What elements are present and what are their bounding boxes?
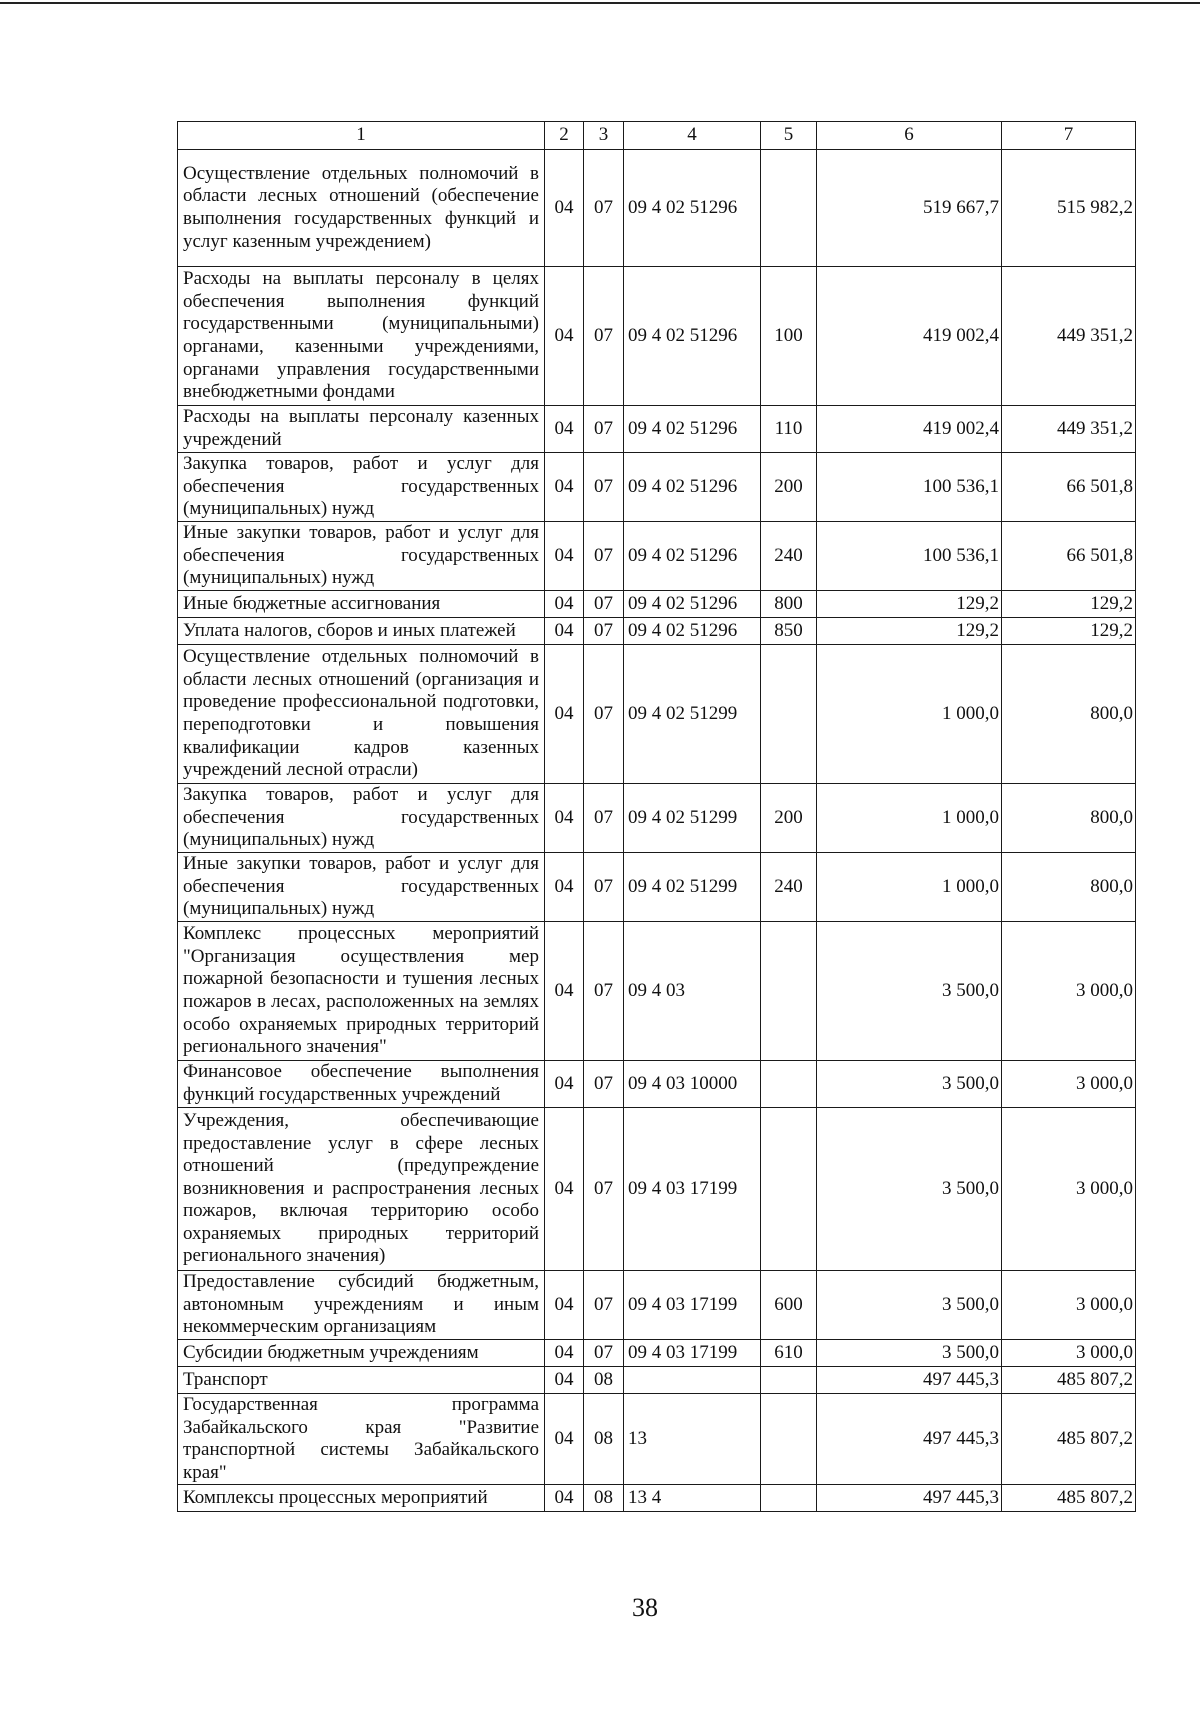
header-cell: 1 [178,122,545,150]
target-article-cell: 09 4 03 [624,922,761,1061]
section-code-cell: 04 [545,1367,584,1394]
table-row [178,618,1136,645]
subsection-code-cell: 07 [584,922,624,1061]
table-row [178,1061,1136,1108]
row-name-cell: Учреждения, обеспечивающие предоставление услуг в сфере лесных отношений (предупреждение возникновения и распространения лесных пожаров, включая территорию особо охраняемых природных территорий регионального значения) [178,1108,545,1271]
row-name-cell: Иные закупки товаров, работ и услуг для обеспечения государственных (муниципальных) нужд [178,853,545,922]
expense-type-cell [761,1061,817,1108]
subsection-code-cell: 07 [584,1108,624,1271]
amount-year2-cell: 485 807,2 [1002,1485,1136,1512]
target-article-cell: 09 4 02 51296 [624,267,761,406]
table-row [178,1108,1136,1271]
target-article-cell: 09 4 02 51296 [624,522,761,591]
target-article-cell: 09 4 02 51296 [624,453,761,522]
expense-type-cell: 850 [761,618,817,645]
amount-year2-cell: 800,0 [1002,645,1136,784]
section-code-cell: 04 [545,784,584,853]
expense-type-cell [761,645,817,784]
amount-year1-cell: 3 500,0 [817,1340,1002,1367]
header-cell: 6 [817,122,1002,150]
row-name-cell: Закупка товаров, работ и услуг для обеспечения государственных (муниципальных) нужд [178,784,545,853]
expense-type-cell: 100 [761,267,817,406]
section-code-cell: 04 [545,591,584,618]
expense-type-cell: 600 [761,1271,817,1340]
subsection-code-cell: 07 [584,853,624,922]
amount-year2-cell: 129,2 [1002,618,1136,645]
amount-year1-cell: 519 667,7 [817,150,1002,267]
header-cell: 7 [1002,122,1136,150]
target-article-cell: 09 4 02 51296 [624,406,761,453]
amount-year1-cell: 3 500,0 [817,1061,1002,1108]
header-cell: 4 [624,122,761,150]
expense-type-cell [761,1394,817,1485]
section-code-cell: 04 [545,150,584,267]
section-code-cell: 04 [545,1108,584,1271]
amount-year2-cell: 3 000,0 [1002,1108,1136,1271]
amount-year1-cell: 129,2 [817,591,1002,618]
amount-year2-cell: 485 807,2 [1002,1394,1136,1485]
expense-type-cell [761,150,817,267]
target-article-cell: 09 4 03 17199 [624,1340,761,1367]
row-name-cell: Закупка товаров, работ и услуг для обеспечения государственных (муниципальных) нужд [178,453,545,522]
row-name-cell: Осуществление отдельных полномочий в области лесных отношений (обеспечение выполнения государственных функций и услуг казенным учреждением) [178,150,545,267]
table-row [178,453,1136,522]
row-name-cell: Иные закупки товаров, работ и услуг для обеспечения государственных (муниципальных) нужд [178,522,545,591]
amount-year1-cell: 497 445,3 [817,1394,1002,1485]
row-name-cell: Расходы на выплаты персоналу в целях обеспечения выполнения функций государственными (муниципальными) органами, казенными учреждениями, органами управления государственными внебюджетными фондами [178,267,545,406]
subsection-code-cell: 07 [584,267,624,406]
amount-year1-cell: 3 500,0 [817,922,1002,1061]
table-row [178,1340,1136,1367]
subsection-code-cell: 07 [584,1271,624,1340]
section-code-cell: 04 [545,1340,584,1367]
amount-year2-cell: 66 501,8 [1002,522,1136,591]
target-article-cell: 09 4 03 17199 [624,1108,761,1271]
target-article-cell: 09 4 02 51299 [624,645,761,784]
amount-year1-cell: 497 445,3 [817,1485,1002,1512]
amount-year1-cell: 100 536,1 [817,522,1002,591]
header-cell: 3 [584,122,624,150]
table-row [178,1394,1136,1485]
expense-type-cell: 110 [761,406,817,453]
subsection-code-cell: 08 [584,1367,624,1394]
section-code-cell: 04 [545,922,584,1061]
header-cell: 5 [761,122,817,150]
row-name-cell: Субсидии бюджетным учреждениям [178,1340,545,1367]
amount-year1-cell: 1 000,0 [817,784,1002,853]
row-name-cell: Расходы на выплаты персоналу казенных учреждений [178,406,545,453]
section-code-cell: 04 [545,522,584,591]
amount-year1-cell: 3 500,0 [817,1271,1002,1340]
table-row [178,406,1136,453]
table-row [178,267,1136,406]
top-border-line [0,2,1200,4]
table-row [178,150,1136,267]
amount-year2-cell: 3 000,0 [1002,1271,1136,1340]
row-name-cell: Предоставление субсидий бюджетным, автономным учреждениям и иным некоммерческим организациям [178,1271,545,1340]
subsection-code-cell: 07 [584,784,624,853]
amount-year1-cell: 419 002,4 [817,406,1002,453]
row-name-cell: Осуществление отдельных полномочий в области лесных отношений (организация и проведение профессиональной подготовки, переподготовки и повышения квалификации кадров казенных учреждений лесной отрасли) [178,645,545,784]
amount-year2-cell: 449 351,2 [1002,406,1136,453]
target-article-cell [624,1367,761,1394]
target-article-cell: 09 4 02 51296 [624,591,761,618]
subsection-code-cell: 07 [584,618,624,645]
row-name-cell: Уплата налогов, сборов и иных платежей [178,618,545,645]
subsection-code-cell: 07 [584,1340,624,1367]
target-article-cell: 09 4 02 51299 [624,853,761,922]
expense-type-cell: 200 [761,453,817,522]
header-cell: 2 [545,122,584,150]
row-name-cell: Транспорт [178,1367,545,1394]
amount-year2-cell: 3 000,0 [1002,1340,1136,1367]
amount-year1-cell: 419 002,4 [817,267,1002,406]
subsection-code-cell: 07 [584,453,624,522]
expense-type-cell [761,1485,817,1512]
table-row [178,591,1136,618]
subsection-code-cell: 07 [584,591,624,618]
row-name-cell: Комплекс процессных мероприятий "Организация осуществления мер пожарной безопасности и тушения лесных пожаров в лесах, расположенных на землях особо охраняемых природных территорий регионального значения" [178,922,545,1061]
target-article-cell: 09 4 03 10000 [624,1061,761,1108]
table-row [178,1485,1136,1512]
target-article-cell: 13 4 [624,1485,761,1512]
expense-type-cell: 240 [761,522,817,591]
amount-year2-cell: 3 000,0 [1002,1061,1136,1108]
table-header-row [178,122,1136,150]
page-number: 38 [632,1593,658,1622]
row-name-cell: Финансовое обеспечение выполнения функций государственных учреждений [178,1061,545,1108]
amount-year1-cell: 129,2 [817,618,1002,645]
row-name-cell: Государственная программа Забайкальского края "Развитие транспортной системы Забайкальского края" [178,1394,545,1485]
subsection-code-cell: 07 [584,150,624,267]
row-name-cell: Иные бюджетные ассигнования [178,591,545,618]
expense-type-cell [761,1367,817,1394]
section-code-cell: 04 [545,1271,584,1340]
section-code-cell: 04 [545,853,584,922]
table-row [178,1271,1136,1340]
section-code-cell: 04 [545,1394,584,1485]
amount-year2-cell: 66 501,8 [1002,453,1136,522]
amount-year2-cell: 3 000,0 [1002,922,1136,1061]
target-article-cell: 09 4 02 51299 [624,784,761,853]
amount-year1-cell: 3 500,0 [817,1108,1002,1271]
expense-type-cell: 800 [761,591,817,618]
expense-type-cell: 610 [761,1340,817,1367]
budget-table [177,121,1136,1512]
section-code-cell: 04 [545,1485,584,1512]
amount-year1-cell: 1 000,0 [817,853,1002,922]
table-row [178,645,1136,784]
section-code-cell: 04 [545,453,584,522]
section-code-cell: 04 [545,645,584,784]
subsection-code-cell: 07 [584,645,624,784]
subsection-code-cell: 07 [584,406,624,453]
section-code-cell: 04 [545,267,584,406]
target-article-cell: 13 [624,1394,761,1485]
table-row [178,853,1136,922]
subsection-code-cell: 07 [584,522,624,591]
amount-year2-cell: 449 351,2 [1002,267,1136,406]
table-row [178,922,1136,1061]
amount-year2-cell: 129,2 [1002,591,1136,618]
amount-year2-cell: 485 807,2 [1002,1367,1136,1394]
target-article-cell: 09 4 02 51296 [624,618,761,645]
amount-year1-cell: 497 445,3 [817,1367,1002,1394]
row-name-cell: Комплексы процессных мероприятий [178,1485,545,1512]
expense-type-cell [761,1108,817,1271]
expense-type-cell: 240 [761,853,817,922]
target-article-cell: 09 4 02 51296 [624,150,761,267]
amount-year2-cell: 800,0 [1002,784,1136,853]
subsection-code-cell: 07 [584,1061,624,1108]
table-row [178,1367,1136,1394]
subsection-code-cell: 08 [584,1485,624,1512]
amount-year1-cell: 1 000,0 [817,645,1002,784]
amount-year2-cell: 515 982,2 [1002,150,1136,267]
section-code-cell: 04 [545,406,584,453]
amount-year1-cell: 100 536,1 [817,453,1002,522]
section-code-cell: 04 [545,618,584,645]
expense-type-cell: 200 [761,784,817,853]
table-row [178,784,1136,853]
section-code-cell: 04 [545,1061,584,1108]
target-article-cell: 09 4 03 17199 [624,1271,761,1340]
table-row [178,522,1136,591]
subsection-code-cell: 08 [584,1394,624,1485]
amount-year2-cell: 800,0 [1002,853,1136,922]
expense-type-cell [761,922,817,1061]
